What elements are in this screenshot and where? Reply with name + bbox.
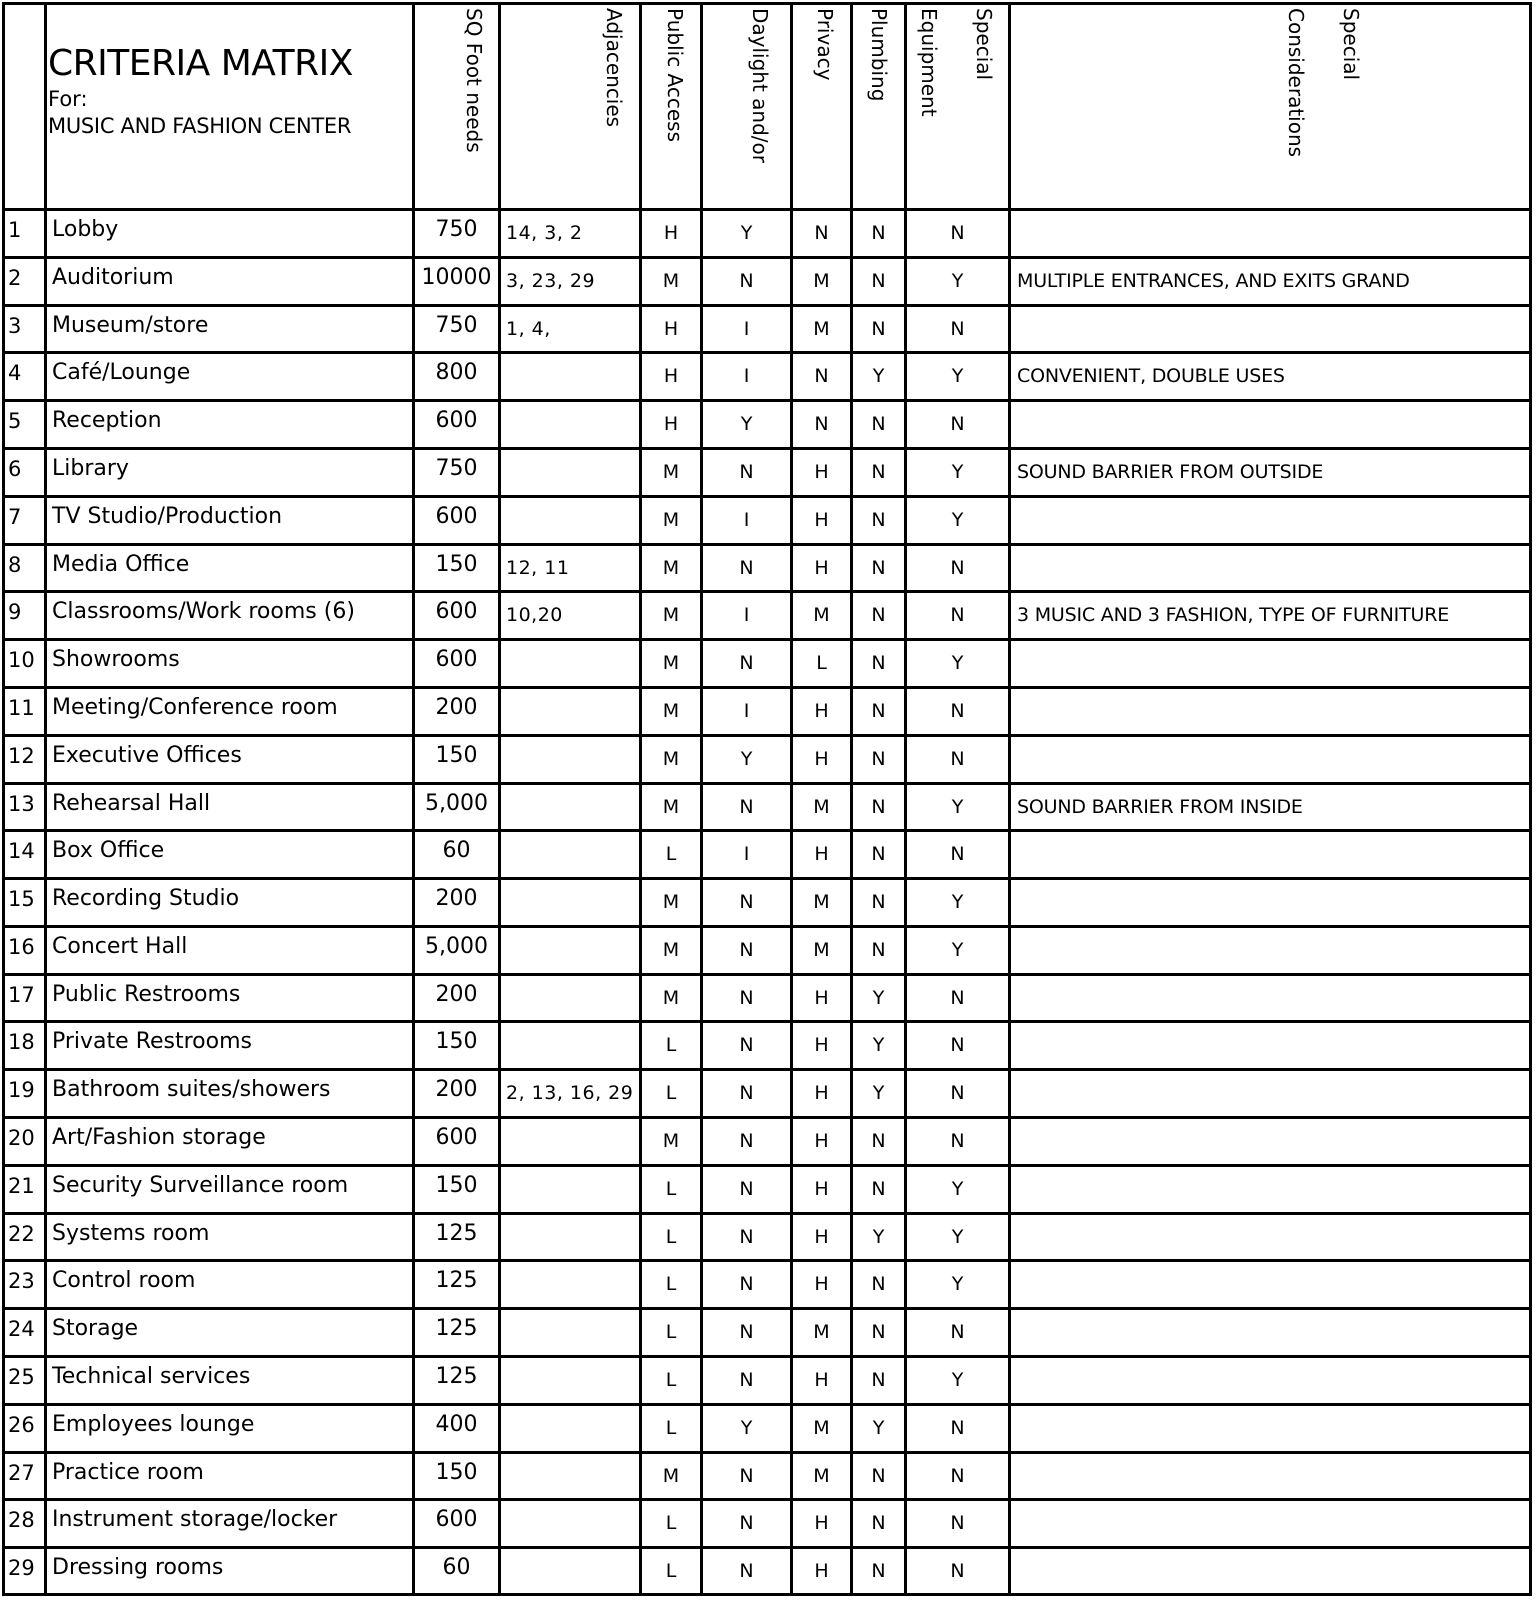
grid-hline xyxy=(2,1116,1532,1119)
row-number: 15 xyxy=(8,887,35,911)
room-name: Public Restrooms xyxy=(52,982,241,1007)
public-access-value: M xyxy=(662,891,680,913)
special-equipment-value: N xyxy=(950,413,965,435)
grid-hline xyxy=(2,351,1532,354)
room-name: Practice room xyxy=(52,1460,204,1485)
daylight-value: N xyxy=(739,1465,754,1487)
row-number: 16 xyxy=(8,935,35,959)
privacy-value: N xyxy=(814,365,829,387)
special-equipment-value: Y xyxy=(951,1369,964,1391)
daylight-value: I xyxy=(743,509,750,531)
privacy-value: H xyxy=(814,1130,829,1152)
public-access-value: M xyxy=(662,1465,680,1487)
grid-hline xyxy=(2,877,1532,880)
row-number: 27 xyxy=(8,1461,35,1485)
grid-hline xyxy=(2,829,1532,832)
grid-hline xyxy=(2,447,1532,450)
daylight-value: N xyxy=(739,1082,754,1104)
sq-foot-value: 150 xyxy=(435,1029,478,1054)
daylight-value: N xyxy=(739,270,754,292)
privacy-value: H xyxy=(814,987,829,1009)
special-equipment-value: N xyxy=(950,318,965,340)
room-name: Dressing rooms xyxy=(52,1555,224,1580)
grid-hline xyxy=(2,1403,1532,1406)
column-header-public-access: Public Access xyxy=(663,8,687,143)
public-access-value: H xyxy=(663,365,679,387)
room-name: Technical services xyxy=(52,1364,251,1389)
daylight-value: N xyxy=(739,1321,754,1343)
grid-hline xyxy=(2,2,1532,5)
row-number: 12 xyxy=(8,744,35,768)
plumbing-value: N xyxy=(871,796,886,818)
grid-hline xyxy=(2,399,1532,402)
room-name: Library xyxy=(52,456,129,481)
row-number: 6 xyxy=(8,457,22,481)
privacy-value: M xyxy=(813,1417,830,1439)
special-considerations-value: 3 MUSIC AND 3 FASHION, TYPE OF FURNITURE xyxy=(1017,604,1449,626)
special-equipment-value: Y xyxy=(951,1178,964,1200)
row-number: 23 xyxy=(8,1269,35,1293)
special-equipment-value: N xyxy=(950,1034,965,1056)
sq-foot-value: 125 xyxy=(435,1221,478,1246)
row-number: 9 xyxy=(8,600,22,624)
privacy-value: H xyxy=(814,1560,829,1582)
sq-foot-value: 150 xyxy=(435,743,478,768)
plumbing-value: N xyxy=(871,509,886,531)
special-equipment-value: N xyxy=(950,1465,965,1487)
privacy-value: H xyxy=(814,1226,829,1248)
sq-foot-value: 125 xyxy=(435,1268,478,1293)
sq-foot-value: 600 xyxy=(435,647,478,672)
public-access-value: M xyxy=(662,1130,680,1152)
privacy-value: H xyxy=(814,1273,829,1295)
column-header-special-equipment-line1: Special xyxy=(972,8,996,81)
plumbing-value: N xyxy=(871,652,886,674)
adjacencies-value: 3, 23, 29 xyxy=(506,270,596,292)
privacy-value: M xyxy=(813,270,830,292)
grid-hline xyxy=(2,1020,1532,1023)
plumbing-value: N xyxy=(871,1130,886,1152)
sq-foot-value: 10000 xyxy=(421,265,492,290)
row-number: 4 xyxy=(8,361,22,385)
sq-foot-value: 600 xyxy=(435,1507,478,1532)
grid-hline xyxy=(2,495,1532,498)
special-equipment-value: N xyxy=(950,557,965,579)
room-name: Classrooms/Work rooms (6) xyxy=(52,599,355,624)
row-number: 3 xyxy=(8,314,22,338)
row-number: 29 xyxy=(8,1556,35,1580)
privacy-value: H xyxy=(814,748,829,770)
row-number: 22 xyxy=(8,1222,35,1246)
privacy-value: H xyxy=(814,1034,829,1056)
row-number: 1 xyxy=(8,218,22,242)
plumbing-value: Y xyxy=(872,1034,885,1056)
row-number: 7 xyxy=(8,505,22,529)
grid-hline xyxy=(2,1498,1532,1501)
grid-hline xyxy=(2,1259,1532,1262)
public-access-value: L xyxy=(665,1034,677,1056)
plumbing-value: Y xyxy=(872,1417,885,1439)
special-equipment-value: Y xyxy=(951,509,964,531)
adjacencies-value: 12, 11 xyxy=(506,557,570,579)
public-access-value: L xyxy=(665,1369,677,1391)
plumbing-value: Y xyxy=(872,1226,885,1248)
privacy-value: M xyxy=(813,1465,830,1487)
column-header-special-considerations-line1: Special xyxy=(1339,8,1363,81)
sq-foot-value: 150 xyxy=(435,1173,478,1198)
privacy-value: M xyxy=(813,318,830,340)
public-access-value: L xyxy=(665,1226,677,1248)
public-access-value: M xyxy=(662,748,680,770)
room-name: Recording Studio xyxy=(52,886,240,911)
daylight-value: I xyxy=(743,604,750,626)
room-name: Storage xyxy=(52,1316,139,1341)
row-number: 20 xyxy=(8,1126,35,1150)
daylight-value: N xyxy=(739,1560,754,1582)
daylight-value: N xyxy=(739,796,754,818)
privacy-value: M xyxy=(813,939,830,961)
row-number: 5 xyxy=(8,409,22,433)
matrix-title: CRITERIA MATRIX xyxy=(48,43,353,84)
room-name: Box Office xyxy=(52,838,165,863)
column-header-privacy: Privacy xyxy=(813,8,837,81)
special-equipment-value: N xyxy=(950,843,965,865)
row-number: 28 xyxy=(8,1508,35,1532)
special-equipment-value: N xyxy=(950,987,965,1009)
sq-foot-value: 200 xyxy=(435,886,478,911)
grid-hline xyxy=(2,1451,1532,1454)
plumbing-value: N xyxy=(871,461,886,483)
row-number: 11 xyxy=(8,696,35,720)
special-equipment-value: N xyxy=(950,1560,965,1582)
room-name: Control room xyxy=(52,1268,196,1293)
column-header-special-equipment-line2: Equipment xyxy=(917,8,941,117)
daylight-value: N xyxy=(739,1130,754,1152)
column-header-plumbing: Plumbing xyxy=(867,8,891,102)
privacy-value: M xyxy=(813,604,830,626)
sq-foot-value: 200 xyxy=(435,1077,478,1102)
special-considerations-value: MULTIPLE ENTRANCES, AND EXITS GRAND xyxy=(1017,270,1410,292)
public-access-value: M xyxy=(662,939,680,961)
privacy-value: M xyxy=(813,796,830,818)
public-access-value: L xyxy=(665,1512,677,1534)
public-access-value: H xyxy=(663,222,679,244)
room-name: Auditorium xyxy=(52,265,174,290)
public-access-value: M xyxy=(662,270,680,292)
privacy-value: H xyxy=(814,461,829,483)
special-equipment-value: N xyxy=(950,700,965,722)
matrix-subtitle: MUSIC AND FASHION CENTER xyxy=(48,114,352,138)
privacy-value: H xyxy=(814,1512,829,1534)
grid-hline xyxy=(2,973,1532,976)
special-equipment-value: N xyxy=(950,1082,965,1104)
room-name: Private Restrooms xyxy=(52,1029,252,1054)
privacy-value: H xyxy=(814,1178,829,1200)
daylight-value: I xyxy=(743,700,750,722)
row-number: 2 xyxy=(8,266,22,290)
sq-foot-value: 5,000 xyxy=(425,791,488,816)
grid-hline xyxy=(2,734,1532,737)
special-equipment-value: Y xyxy=(951,1226,964,1248)
public-access-value: L xyxy=(665,1560,677,1582)
sq-foot-value: 600 xyxy=(435,599,478,624)
special-equipment-value: Y xyxy=(951,365,964,387)
daylight-value: N xyxy=(739,1178,754,1200)
daylight-value: Y xyxy=(740,748,753,770)
plumbing-value: Y xyxy=(872,987,885,1009)
grid-hline xyxy=(2,1212,1532,1215)
plumbing-value: N xyxy=(871,939,886,961)
row-number: 21 xyxy=(8,1174,35,1198)
room-name: Museum/store xyxy=(52,313,209,338)
plumbing-value: N xyxy=(871,1369,886,1391)
room-name: Art/Fashion storage xyxy=(52,1125,266,1150)
daylight-value: N xyxy=(739,652,754,674)
grid-hline xyxy=(2,1164,1532,1167)
plumbing-value: N xyxy=(871,1178,886,1200)
special-equipment-value: Y xyxy=(951,461,964,483)
plumbing-value: N xyxy=(871,318,886,340)
plumbing-value: N xyxy=(871,1512,886,1534)
special-equipment-value: Y xyxy=(951,1273,964,1295)
plumbing-value: N xyxy=(871,413,886,435)
matrix-for-label: For: xyxy=(48,87,88,111)
privacy-value: H xyxy=(814,843,829,865)
public-access-value: M xyxy=(662,509,680,531)
sq-foot-value: 200 xyxy=(435,982,478,1007)
privacy-value: M xyxy=(813,1321,830,1343)
sq-foot-value: 125 xyxy=(435,1364,478,1389)
room-name: Reception xyxy=(52,408,162,433)
sq-foot-value: 60 xyxy=(442,838,471,863)
room-name: Security Surveillance room xyxy=(52,1173,349,1198)
public-access-value: M xyxy=(662,652,680,674)
daylight-value: N xyxy=(739,1369,754,1391)
daylight-value: N xyxy=(739,939,754,961)
special-equipment-value: Y xyxy=(951,939,964,961)
column-header-adjacencies: Adjacencies xyxy=(602,8,626,128)
special-equipment-value: Y xyxy=(951,796,964,818)
special-equipment-value: N xyxy=(950,1321,965,1343)
grid-hline xyxy=(2,638,1532,641)
public-access-value: L xyxy=(665,1178,677,1200)
special-equipment-value: N xyxy=(950,1130,965,1152)
adjacencies-value: 2, 13, 16, 29 xyxy=(506,1082,634,1104)
sq-foot-value: 125 xyxy=(435,1316,478,1341)
grid-hline xyxy=(2,1307,1532,1310)
sq-foot-value: 400 xyxy=(435,1412,478,1437)
special-equipment-value: N xyxy=(950,604,965,626)
daylight-value: Y xyxy=(740,222,753,244)
plumbing-value: N xyxy=(871,222,886,244)
sq-foot-value: 600 xyxy=(435,1125,478,1150)
sq-foot-value: 750 xyxy=(435,313,478,338)
grid-hline xyxy=(2,925,1532,928)
special-equipment-value: N xyxy=(950,1512,965,1534)
plumbing-value: N xyxy=(871,1465,886,1487)
special-equipment-value: Y xyxy=(951,652,964,674)
public-access-value: M xyxy=(662,461,680,483)
row-number: 17 xyxy=(8,983,35,1007)
sq-foot-value: 600 xyxy=(435,504,478,529)
row-number: 10 xyxy=(8,648,35,672)
special-equipment-value: N xyxy=(950,1417,965,1439)
daylight-value: N xyxy=(739,891,754,913)
grid-hline xyxy=(2,686,1532,689)
public-access-value: M xyxy=(662,987,680,1009)
row-number: 18 xyxy=(8,1030,35,1054)
grid-hline xyxy=(2,1593,1532,1596)
sq-foot-value: 750 xyxy=(435,217,478,242)
plumbing-value: N xyxy=(871,604,886,626)
grid-hline xyxy=(2,590,1532,593)
sq-foot-value: 60 xyxy=(442,1555,471,1580)
public-access-value: M xyxy=(662,604,680,626)
grid-hline xyxy=(2,1546,1532,1549)
daylight-value: Y xyxy=(740,413,753,435)
daylight-value: I xyxy=(743,365,750,387)
public-access-value: M xyxy=(662,557,680,579)
plumbing-value: N xyxy=(871,700,886,722)
privacy-value: H xyxy=(814,557,829,579)
room-name: Systems room xyxy=(52,1221,210,1246)
privacy-value: N xyxy=(814,222,829,244)
room-name: Employees lounge xyxy=(52,1412,255,1437)
room-name: Rehearsal Hall xyxy=(52,791,211,816)
public-access-value: L xyxy=(665,1417,677,1439)
privacy-value: N xyxy=(814,413,829,435)
sq-foot-value: 750 xyxy=(435,456,478,481)
grid-hline xyxy=(2,304,1532,307)
sq-foot-value: 150 xyxy=(435,552,478,577)
daylight-value: N xyxy=(739,461,754,483)
plumbing-value: Y xyxy=(872,365,885,387)
plumbing-value: N xyxy=(871,1321,886,1343)
special-equipment-value: N xyxy=(950,222,965,244)
room-name: TV Studio/Production xyxy=(52,504,283,529)
public-access-value: L xyxy=(665,843,677,865)
grid-hline xyxy=(2,782,1532,785)
sq-foot-value: 150 xyxy=(435,1460,478,1485)
grid-hline xyxy=(2,256,1532,259)
plumbing-value: N xyxy=(871,748,886,770)
plumbing-value: N xyxy=(871,1560,886,1582)
special-equipment-value: Y xyxy=(951,891,964,913)
daylight-value: I xyxy=(743,843,750,865)
room-name: Bathroom suites/showers xyxy=(52,1077,331,1102)
criteria-matrix-table xyxy=(2,2,1532,1596)
privacy-value: H xyxy=(814,1082,829,1104)
column-header-special-considerations-line2: Considerations xyxy=(1284,8,1308,158)
room-name: Lobby xyxy=(52,217,119,242)
daylight-value: N xyxy=(739,1034,754,1056)
special-equipment-value: N xyxy=(950,748,965,770)
sq-foot-value: 200 xyxy=(435,695,478,720)
row-number: 19 xyxy=(8,1078,35,1102)
plumbing-value: N xyxy=(871,891,886,913)
room-name: Showrooms xyxy=(52,647,180,672)
grid-hline xyxy=(2,1355,1532,1358)
matrix-title-block xyxy=(48,42,408,140)
sq-foot-value: 5,000 xyxy=(425,934,488,959)
plumbing-value: N xyxy=(871,1273,886,1295)
room-name: Concert Hall xyxy=(52,934,188,959)
row-number: 25 xyxy=(8,1365,35,1389)
sq-foot-value: 800 xyxy=(435,360,478,385)
public-access-value: M xyxy=(662,700,680,722)
special-considerations-value: CONVENIENT, DOUBLE USES xyxy=(1017,365,1285,387)
room-name: Meeting/Conference room xyxy=(52,695,338,720)
privacy-value: H xyxy=(814,700,829,722)
plumbing-value: Y xyxy=(872,1082,885,1104)
row-number: 8 xyxy=(8,553,22,577)
privacy-value: M xyxy=(813,891,830,913)
row-number: 14 xyxy=(8,839,35,863)
grid-hline xyxy=(2,543,1532,546)
row-number: 13 xyxy=(8,792,35,816)
daylight-value: N xyxy=(739,557,754,579)
column-header-daylight: Daylight and/or xyxy=(748,8,772,163)
special-equipment-value: Y xyxy=(951,270,964,292)
daylight-value: N xyxy=(739,1273,754,1295)
room-name: Executive Offices xyxy=(52,743,242,768)
room-name: Café/Lounge xyxy=(52,360,191,385)
special-considerations-value: SOUND BARRIER FROM OUTSIDE xyxy=(1017,461,1324,483)
row-number: 24 xyxy=(8,1317,35,1341)
grid-hline xyxy=(2,1068,1532,1071)
public-access-value: M xyxy=(662,796,680,818)
public-access-value: L xyxy=(665,1273,677,1295)
adjacencies-value: 10,20 xyxy=(506,604,563,626)
privacy-value: L xyxy=(816,652,827,674)
daylight-value: Y xyxy=(740,1417,753,1439)
public-access-value: L xyxy=(665,1321,677,1343)
daylight-value: I xyxy=(743,318,750,340)
public-access-value: H xyxy=(663,413,679,435)
room-name: Media Office xyxy=(52,552,190,577)
daylight-value: N xyxy=(739,1226,754,1248)
row-number: 26 xyxy=(8,1413,35,1437)
plumbing-value: N xyxy=(871,270,886,292)
adjacencies-value: 1, 4, xyxy=(506,318,551,340)
public-access-value: L xyxy=(665,1082,677,1104)
column-header-sq-foot: SQ Foot needs xyxy=(462,8,486,153)
room-name: Instrument storage/locker xyxy=(52,1507,338,1532)
daylight-value: N xyxy=(739,987,754,1009)
grid-hline xyxy=(2,208,1532,211)
privacy-value: H xyxy=(814,1369,829,1391)
plumbing-value: N xyxy=(871,557,886,579)
privacy-value: H xyxy=(814,509,829,531)
public-access-value: H xyxy=(663,318,679,340)
daylight-value: N xyxy=(739,1512,754,1534)
special-considerations-value: SOUND BARRIER FROM INSIDE xyxy=(1017,796,1303,818)
plumbing-value: N xyxy=(871,843,886,865)
sq-foot-value: 600 xyxy=(435,408,478,433)
adjacencies-value: 14, 3, 2 xyxy=(506,222,583,244)
